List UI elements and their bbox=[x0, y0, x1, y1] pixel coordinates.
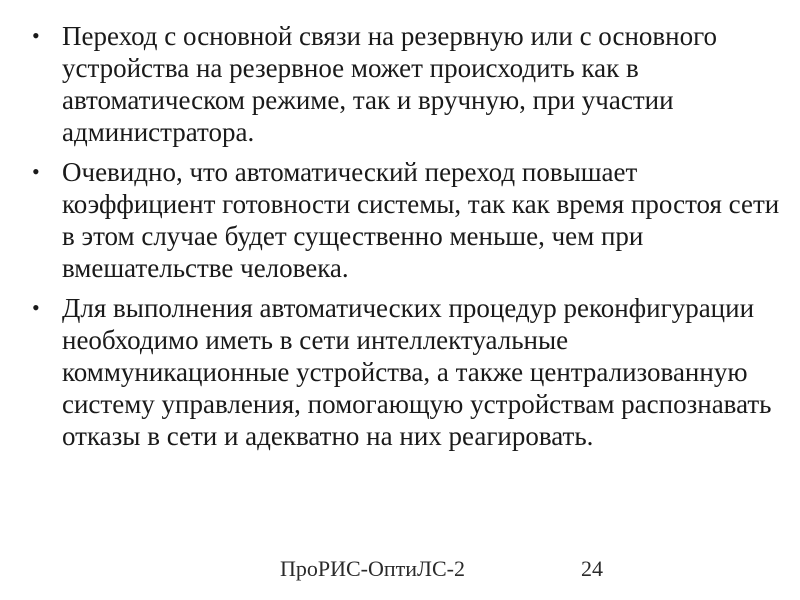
bullet-marker: • bbox=[32, 159, 40, 184]
bullet-item-1 bbox=[28, 20, 780, 148]
page-number: 24 bbox=[581, 556, 603, 581]
bullet-marker: • bbox=[32, 23, 40, 48]
bullet-item-3 bbox=[28, 292, 780, 452]
bullet-text: Переход с основной связи на резервную или с основного устройства на резервное может происходить как в автоматическом режиме, так и вручную, при участии администратора. bbox=[62, 21, 718, 147]
bullet-text: Для выполнения автоматических процедур реконфигурации необходимо иметь в сети интеллектуальные коммуникационные устройства, а также централизованную систему управления, помогающую устройствам распознавать отказы в сети и адекватно на них реагировать. bbox=[62, 293, 772, 451]
bullet-marker: • bbox=[32, 295, 40, 320]
bullet-list bbox=[28, 20, 780, 460]
bullet-text: Очевидно, что автоматический переход повышает коэффициент готовности системы, так как время простоя сети в этом случае будет существенно меньше, чем при вмешательстве человека. bbox=[62, 157, 780, 283]
footer-label: ПроРИС-ОптиЛС-2 bbox=[280, 556, 465, 581]
bullet-item-2 bbox=[28, 156, 780, 284]
